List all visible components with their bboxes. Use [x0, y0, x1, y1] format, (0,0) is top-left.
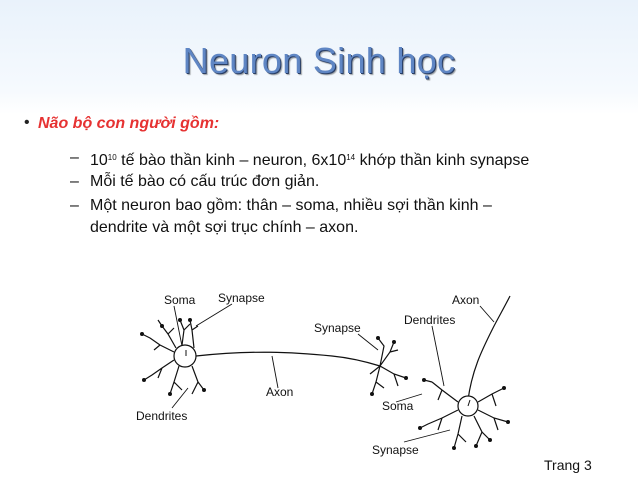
label-synapse-mid: Synapse: [314, 321, 361, 335]
bullet-item-2: Mỗi tế bào có cấu trúc đơn giản.: [90, 173, 320, 190]
neuron-illustration: [132, 290, 518, 460]
dash-1: –: [70, 149, 79, 166]
label-axon-mid: Axon: [266, 385, 294, 399]
axon-line: [196, 352, 380, 366]
label-dendrites-right: Dendrites: [404, 313, 456, 327]
bullet-heading: Não bộ con người gồm:: [38, 115, 220, 132]
item1-post: khớp thần kinh synapse: [355, 152, 530, 169]
label-synapse-top: Synapse: [218, 291, 265, 305]
item1-sup2: 14: [346, 153, 356, 162]
dash-3: –: [70, 197, 79, 214]
label-soma-right: Soma: [382, 399, 414, 413]
item1-mid: tế bào thần kinh – neuron, 6x10: [116, 152, 347, 169]
neuron-diagram: [132, 290, 518, 460]
label-dendrites-left: Dendrites: [136, 409, 188, 423]
bullet-item-3-line2: dendrite và một sợi trục chính – axon.: [90, 219, 359, 236]
left-soma-shape: [174, 345, 196, 367]
label-soma-left: Soma: [164, 293, 196, 307]
item1-pre: 10: [90, 152, 108, 169]
slide-title: Neuron Sinh học: [182, 40, 456, 81]
label-axon-top: Axon: [452, 293, 480, 307]
item1-sup1: 10: [107, 153, 117, 162]
bullet-item-1: [90, 147, 529, 172]
label-synapse-bottom: Synapse: [372, 443, 419, 457]
page-number: Trang 3: [544, 457, 592, 473]
bullet-dot: •: [24, 114, 30, 131]
right-axon-line: [468, 296, 510, 400]
bullet-item-3-line1: Một neuron bao gồm: thân – soma, nhiều sợi thần kinh –: [90, 197, 492, 214]
dash-2: –: [70, 173, 79, 190]
